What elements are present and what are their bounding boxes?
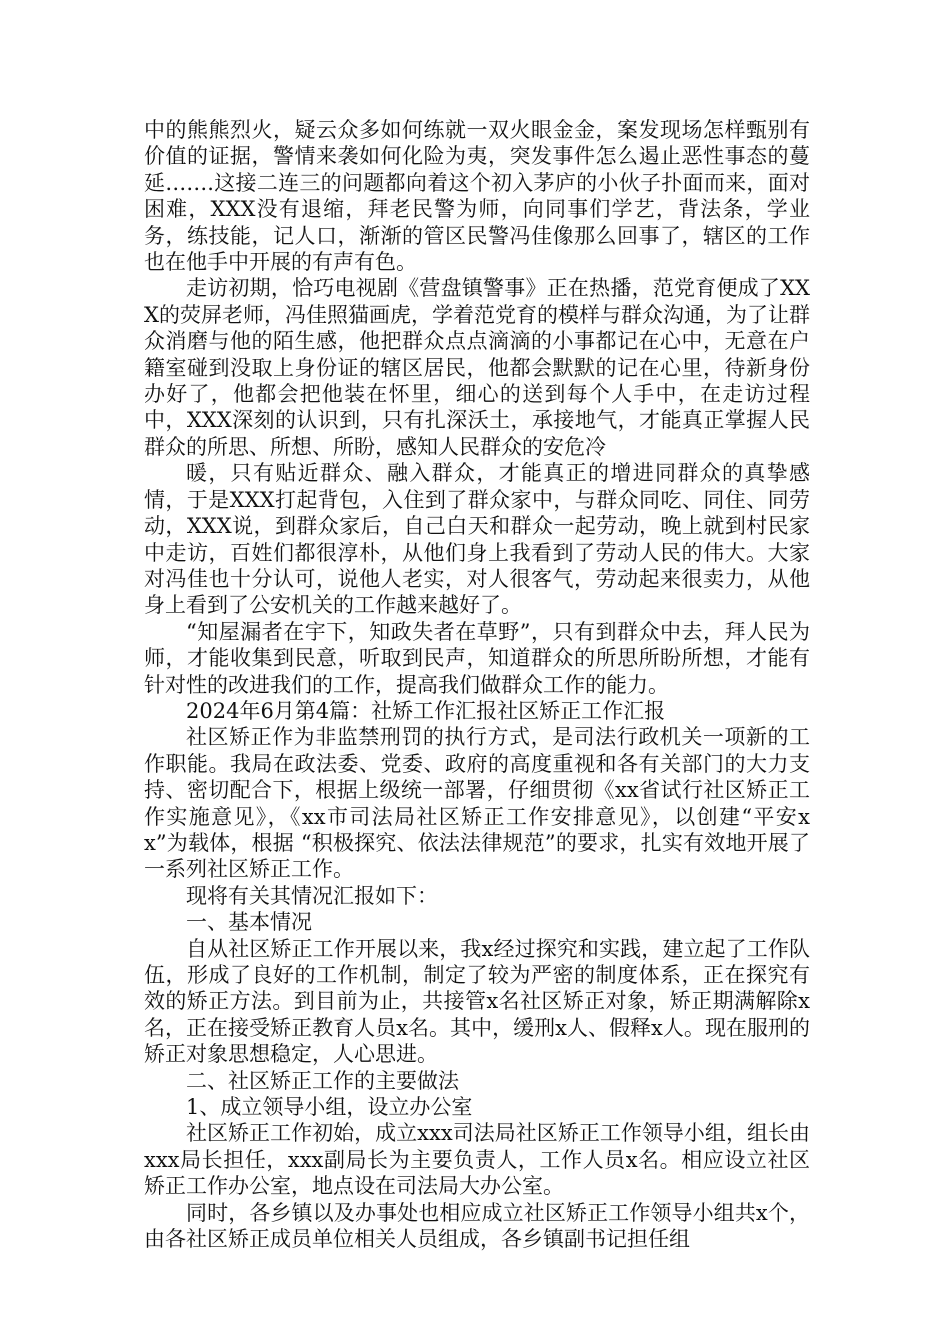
paragraph: 中的熊熊烈火，疑云众多如何练就一双火眼金金，案发现场怎样甄别有价值的证据，警情来袭如何化险为夷，突发事件怎么遏止恶性事态的蔓延…….这接二连三的问题都向着这个初入茅庐的小伙子扑面而来，面对困难，XXX没有退缩，拜老民警为师，向同事们学艺，背法条，学业务，练技能，记人口，渐渐的管区民警冯佳像那么回事了，辖区的工作也在他手中开展的有声有色。 [144,118,810,275]
paragraph: 自从社区矫正工作开展以来，我x经过探究和实践，建立起了工作队伍，形成了良好的工作机制，制定了较为严密的制度体系，正在探究有效的矫正方法。到目前为止，共接管x名社区矫正对象，矫正期满解除x名，正在接受矫正教育人员x名。其中，缓刑x人、假释x人。现在服刑的矫正对象思想稳定，人心思进。 [144,936,810,1067]
paragraph: “知屋漏者在宇下，知政失者在草野”，只有到群众中去，拜人民为师，才能收集到民意，听取到民声，知道群众的所思所盼所想，才能有针对性的改进我们的工作，提高我们做群众工作的能力。 [144,619,810,697]
paragraph: 同时，各乡镇以及办事处也相应成立社区矫正工作领导小组共x个，由各社区矫正成员单位相关人员组成，各乡镇副书记担任组 [144,1200,810,1252]
section-heading: 一、基本情况 [186,910,312,935]
subsection-heading: 1、成立领导小组，设立办公室 [186,1095,473,1120]
section-heading: 二、社区矫正工作的主要做法 [186,1068,459,1093]
paragraph: 现将有关其情况汇报如下： [186,883,438,908]
paragraph: 暖，只有贴近群众、融入群众，才能真正的增进同群众的真挚感情，于是XXX打起背包，入住到了群众家中，与群众同吃、同住、同劳动，XXX说，到群众家后，自己白天和群众一起劳动，晚上就到村民家中走访，百姓们都很淳朴，从他们身上我看到了劳动人民的伟大。大家对冯佳也十分认可，说他人老实，对人很客气，劳动起来很卖力，从他身上看到了公安机关的工作越来越好了。 [144,461,810,618]
paragraph: 社区矫正工作初始，成立xxx司法局社区矫正工作领导小组，组长由xxx局长担任，xxx副局长为主要负责人，工作人员x名。相应设立社区矫正工作办公室，地点设在司法局大办公室。 [144,1121,810,1199]
paragraph: 走访初期，恰巧电视剧《营盘镇警事》正在热播，范党育便成了XXX的荧屏老师，冯佳照猫画虎，学着范党育的模样与群众沟通，为了让群众消磨与他的陌生感，他把群众点点滴滴的小事都记在心中，无意在户籍室碰到没取上身份证的辖区居民，他都会默默的记在心里，待新身份办好了，他都会把他装在怀里，细心的送到每个人手中，在走访过程中，XXX深刻的认识到，只有扎深沃土，承接地气，才能真正掌握人民群众的所思、所想、所盼，感知人民群众的安危冷 [144,276,810,459]
paragraph: 社区矫正作为非监禁刑罚的执行方式，是司法行政机关一项新的工作职能。我局在政法委、党委、政府的高度重视和各有关部门的大力支持、密切配合下，根据上级统一部署，仔细贯彻《xx省试行社区矫正工作实施意见》，《xx市司法局社区矫正工作安排意见》，以创建“平安xx”为载体，根据 “积极探究、依法法律规范”的要求，扎实有效地开展了一系列社区矫正工作。 [144,725,810,882]
document-body [144,117,810,1252]
section-title: 2024年6月第4篇：社矫工作汇报社区矫正工作汇报 [186,698,666,723]
